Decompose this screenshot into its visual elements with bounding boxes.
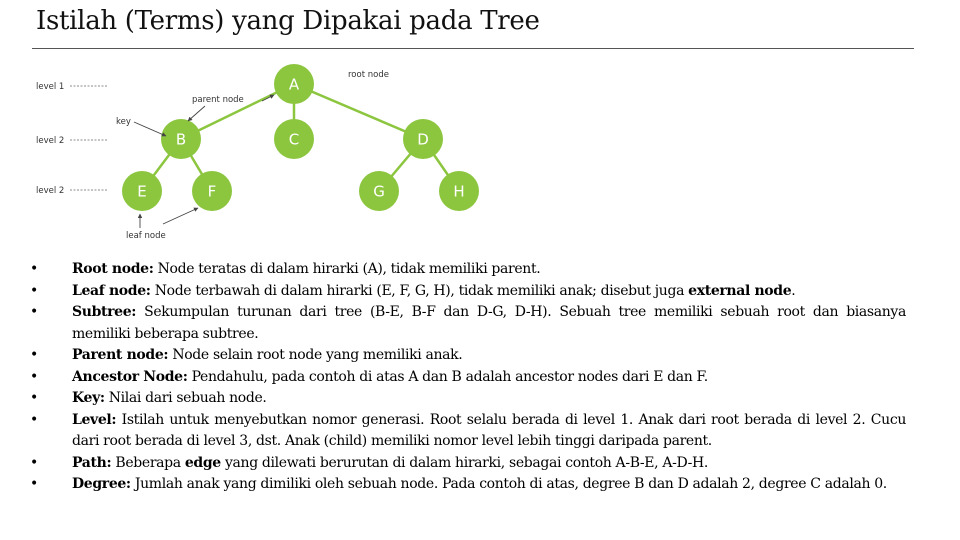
key-arrow bbox=[134, 122, 166, 136]
node-h bbox=[439, 171, 479, 211]
bullet-dot: • bbox=[30, 454, 38, 471]
list-item bbox=[30, 259, 906, 281]
bullet-dot: • bbox=[30, 368, 38, 385]
term-label: Path: bbox=[72, 454, 112, 471]
node-g bbox=[359, 171, 399, 211]
leaf-node-annotation: leaf node bbox=[126, 231, 166, 241]
node-d-label: D bbox=[417, 130, 429, 149]
list-item bbox=[30, 474, 906, 496]
node-f-label: F bbox=[207, 182, 217, 201]
term-label: Degree: bbox=[72, 476, 131, 492]
bullet-dot: • bbox=[30, 304, 38, 320]
term-emphasis: edge bbox=[184, 454, 221, 471]
term-description: Node selain root node yang memiliki anak. bbox=[168, 347, 463, 363]
term-description: Node teratas di dalam hirarki (A), tidak memiliki parent. bbox=[153, 261, 541, 277]
list-item bbox=[30, 453, 906, 475]
term-description: Sekumpulan turunan dari tree (B-E, B-F dan D-G, D-H). Sebuah tree memiliki sebuah root dan biasanya memiliki beberapa subtree. bbox=[72, 304, 906, 342]
bullet-dot: • bbox=[30, 261, 38, 277]
node-e bbox=[122, 171, 162, 211]
bullet-dot: • bbox=[30, 390, 38, 406]
slide-title: Istilah (Terms) yang Dipakai pada Tree bbox=[36, 6, 540, 36]
term-label: Root node: bbox=[72, 261, 154, 277]
node-a bbox=[274, 64, 314, 104]
parent-node-arrow-2 bbox=[188, 106, 205, 121]
term-description: Pendahulu, pada contoh di atas A dan B adalah ancestor nodes dari E dan F. bbox=[187, 368, 708, 385]
list-item bbox=[30, 345, 906, 367]
node-c-label: C bbox=[288, 130, 300, 149]
bullet-dot: • bbox=[30, 347, 38, 363]
term-label: Ancestor Node: bbox=[72, 368, 188, 385]
term-label: Parent node: bbox=[72, 347, 169, 363]
level-2a-label: level 2 bbox=[36, 136, 65, 146]
parent-node-annotation: parent node bbox=[192, 95, 244, 105]
term-description-end: yang dilewati berurutan di dalam hirarki, sebagai contoh A-B-E, A-D-H. bbox=[220, 454, 708, 471]
list-item bbox=[30, 281, 906, 303]
root-node-annotation: root node bbox=[348, 70, 389, 80]
edge-a-d bbox=[294, 84, 423, 139]
leaf-node-arrow-2 bbox=[163, 208, 198, 224]
key-annotation: key bbox=[116, 117, 131, 127]
list-item bbox=[30, 367, 906, 389]
term-description: Jumlah anak yang dimiliki oleh sebuah node. Pada contoh di atas, degree B dan D adalah 2, degree C adalah 0. bbox=[130, 476, 887, 492]
term-label: Level: bbox=[72, 411, 117, 428]
term-description: Nilai dari sebuah node. bbox=[104, 390, 267, 406]
term-description-end: . bbox=[791, 282, 796, 299]
node-b bbox=[161, 119, 201, 159]
term-description: Istilah untuk menyebutkan nomor generasi. Root selalu berada di level 1. Anak dari root berada di level 2. Cucu dari root berada di level 3, dst. Anak (child) memiliki nomor level lebih tinggi daripada parent. bbox=[72, 411, 906, 449]
tree-diagram-svg bbox=[0, 55, 540, 245]
node-h-label: H bbox=[453, 182, 465, 201]
node-d bbox=[403, 119, 443, 159]
node-g-label: G bbox=[373, 182, 385, 201]
bullet-dot: • bbox=[30, 282, 38, 299]
term-label: Key: bbox=[72, 390, 105, 406]
level-2b-label: level 2 bbox=[36, 186, 65, 196]
term-description: Node terbawah di dalam hirarki (E, F, G, H), tidak memiliki anak; disebut juga bbox=[150, 282, 689, 299]
level-1-label: level 1 bbox=[36, 82, 65, 92]
bullet-dot: • bbox=[30, 411, 38, 428]
list-item bbox=[30, 302, 906, 345]
node-b-label: B bbox=[175, 130, 187, 149]
terms-list bbox=[30, 259, 906, 496]
term-description: Beberapa bbox=[111, 454, 185, 471]
tree-diagram bbox=[0, 55, 540, 245]
node-c bbox=[274, 119, 314, 159]
term-label: Subtree: bbox=[72, 304, 137, 320]
node-e-label: E bbox=[137, 182, 147, 201]
node-f bbox=[192, 171, 232, 211]
term-label: Leaf node: bbox=[72, 282, 151, 299]
title-divider bbox=[32, 48, 914, 49]
bullet-dot: • bbox=[30, 476, 38, 492]
list-item bbox=[30, 388, 906, 410]
node-a-label: A bbox=[288, 75, 300, 94]
term-emphasis: external node bbox=[688, 282, 792, 299]
list-item bbox=[30, 410, 906, 453]
